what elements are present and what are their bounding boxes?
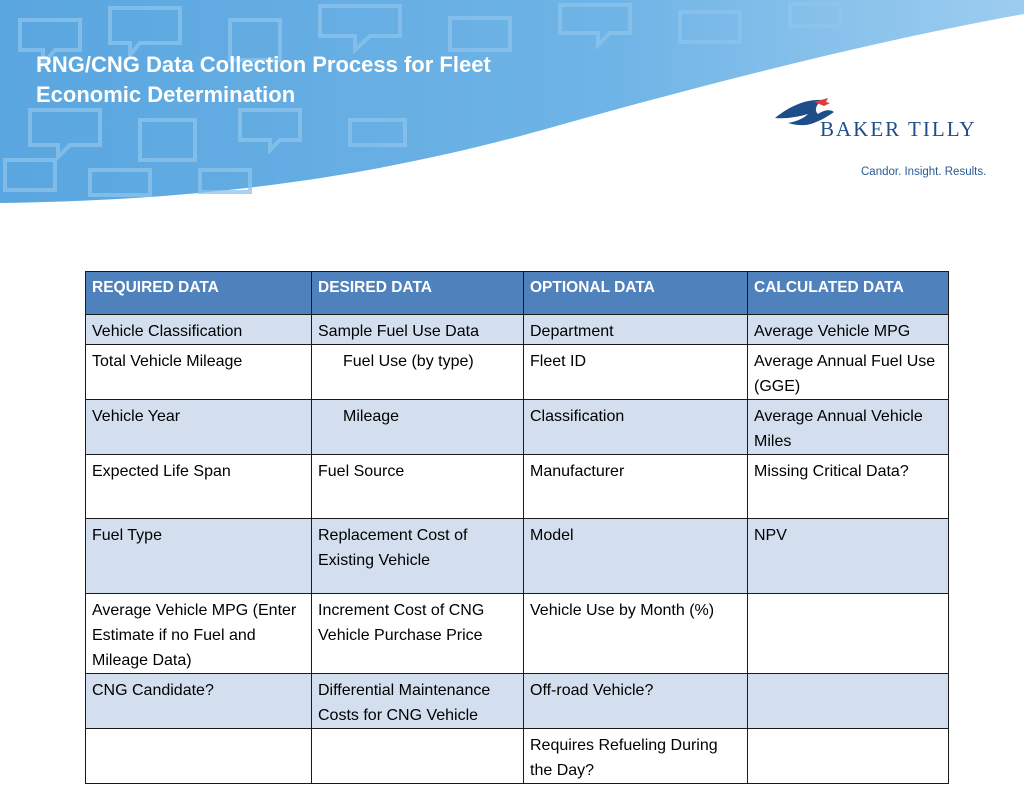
table-cell: Requires Refueling During the Day?	[524, 729, 748, 784]
brand-tagline: Candor. Insight. Results.	[861, 166, 987, 178]
table-row	[86, 455, 949, 519]
header-optional-data: OPTIONAL DATA	[524, 272, 748, 315]
table-row	[86, 729, 949, 784]
table-cell: Expected Life Span	[86, 455, 312, 519]
table-cell: Average Annual Fuel Use (GGE)	[748, 345, 949, 400]
table-cell: Fuel Type	[86, 519, 312, 594]
table-cell: Sample Fuel Use Data	[312, 315, 524, 345]
table-cell: Average Vehicle MPG (Enter Estimate if no Fuel and Mileage Data)	[86, 594, 312, 674]
table-cell: Total Vehicle Mileage	[86, 345, 312, 400]
table-cell: Replacement Cost of Existing Vehicle	[312, 519, 524, 594]
table-cell: CNG Candidate?	[86, 674, 312, 729]
table-cell: Average Annual Vehicle Miles	[748, 400, 949, 455]
table-cell	[312, 729, 524, 784]
table-cell: Classification	[524, 400, 748, 455]
table-row	[86, 400, 949, 455]
title-line-1: RNG/CNG Data Collection Process for Fleet	[36, 52, 491, 77]
table-cell: Fuel Source	[312, 455, 524, 519]
table-cell: Manufacturer	[524, 455, 748, 519]
table-cell: Increment Cost of CNG Vehicle Purchase Price	[312, 594, 524, 674]
data-collection-table	[85, 271, 949, 784]
table-cell: Model	[524, 519, 748, 594]
table-cell: Missing Critical Data?	[748, 455, 949, 519]
header-calculated-data: CALCULATED DATA	[748, 272, 949, 315]
table-cell: Fleet ID	[524, 345, 748, 400]
table-row	[86, 594, 949, 674]
table-cell	[748, 594, 949, 674]
table-header-row	[86, 272, 949, 315]
table-row	[86, 519, 949, 594]
table-cell: Department	[524, 315, 748, 345]
header-desired-data: DESIRED DATA	[312, 272, 524, 315]
table-cell	[86, 729, 312, 784]
table-cell: Vehicle Use by Month (%)	[524, 594, 748, 674]
table-cell: Off-road Vehicle?	[524, 674, 748, 729]
table-cell: NPV	[748, 519, 949, 594]
table-cell: Vehicle Year	[86, 400, 312, 455]
title-line-2: Economic Determination	[36, 82, 296, 107]
table-cell: Fuel Use (by type)	[312, 345, 524, 400]
table-cell: Differential Maintenance Costs for CNG Vehicle	[312, 674, 524, 729]
brand-name: BAKER TILLY	[820, 117, 977, 141]
table-row	[86, 674, 949, 729]
table-row	[86, 345, 949, 400]
table-cell: Average Vehicle MPG	[748, 315, 949, 345]
header-required-data: REQUIRED DATA	[86, 272, 312, 315]
table-row	[86, 315, 949, 345]
table-cell: Vehicle Classification	[86, 315, 312, 345]
table-cell: Mileage	[312, 400, 524, 455]
table-cell	[748, 729, 949, 784]
table-cell	[748, 674, 949, 729]
page-title	[36, 50, 616, 110]
